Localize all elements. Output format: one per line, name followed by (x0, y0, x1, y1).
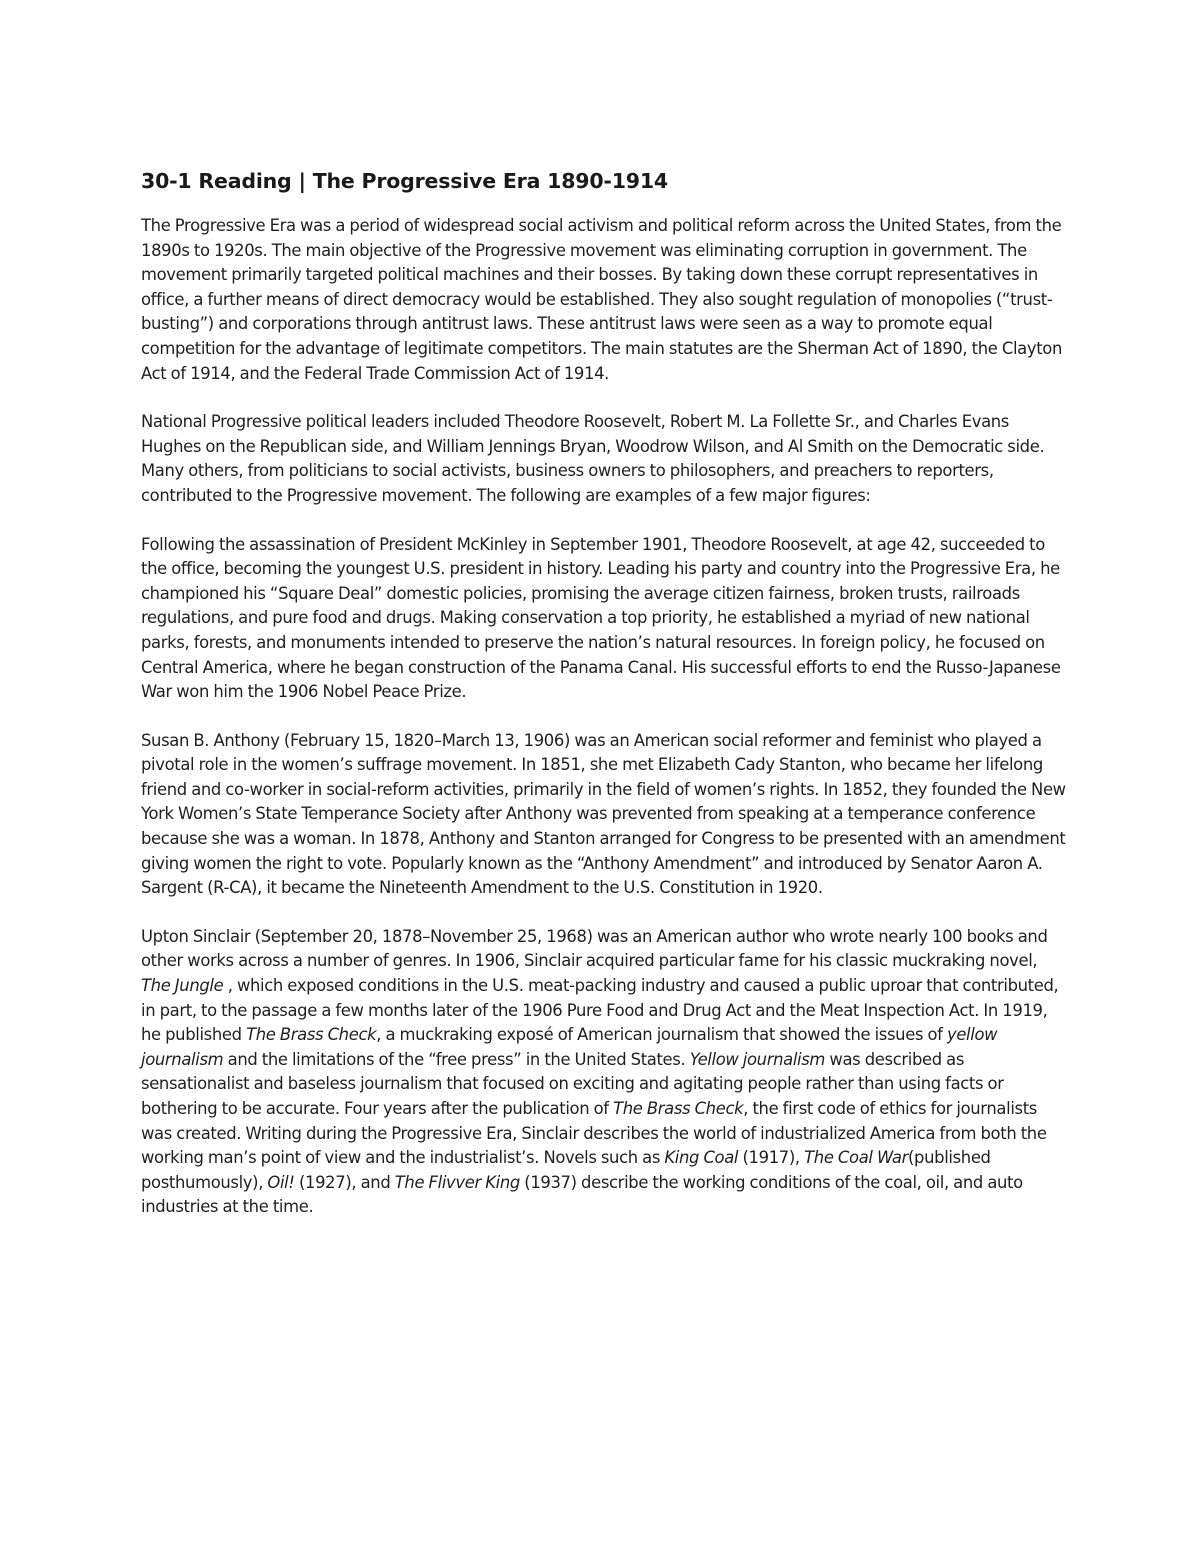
italic-text: The Coal War (804, 1148, 908, 1168)
text-run: (1937) describe the working conditions of the coal, oil, and auto industries at the time. (141, 1172, 1023, 1217)
text-run: Susan B. Anthony (February 15, 1820–March 13, 1906) was an American social reformer and feminist who played a pivotal role in the women’s suffrage movement. In 1851, she met Elizabeth Cady Stanton, who became her lifelong friend and co-worker in social-reform activities, primarily in the field of women’s rights. In 1852, they founded the New York Women’s State Temperance Society after Anthony was prevented from speaking at a temperance conference because she was a woman. In 1878, Anthony and Stanton arranged for Congress to be presented with an amendment giving women the right to vote. Popularly known as the “Anthony Amendment” and introduced by Senator Aaron A. Sargent (R-CA), it became the Nineteenth Amendment to the U.S. Constitution in 1920. (141, 730, 1066, 898)
document-page (141, 166, 1066, 1244)
italic-text: The Flivver King (394, 1172, 520, 1192)
text-run: (published posthumously), (141, 1148, 991, 1192)
document-title: 30-1 Reading | The Progressive Era 1890-1914 (141, 169, 668, 193)
text-run: , a muckraking exposé of American journalism that showed the issues of (376, 1025, 947, 1045)
paragraph (141, 533, 1066, 705)
italic-text: Yellow journalism (689, 1049, 826, 1069)
text-run: The Progressive Era was a period of widespread social activism and political reform across the United States, from the 1890s to 1920s. The main objective of the Progressive movement was eliminating corruption in government. The movement primarily targeted political machines and their bosses. By taking down these corrupt representatives in office, a further means of direct democracy would be established. They also sought regulation of monopolies (“trust-busting”) and corporations through antitrust laws. These antitrust laws were seen as a way to promote equal competition for the advantage of legitimate competitors. The main statutes are the Sherman Act of 1890, the Clayton Act of 1914, and the Federal Trade Commission Act of 1914. (141, 216, 1062, 383)
text-run: (1917), (738, 1148, 805, 1168)
paragraph (141, 410, 1066, 508)
italic-text: Oil! (267, 1172, 295, 1192)
italic-text: The Brass Check (246, 1025, 377, 1045)
text-run: (1927), and (294, 1172, 395, 1192)
paragraph (141, 729, 1066, 901)
text-run: , the first code of ethics for journalists was created. Writing during the Progressive Era, Sinclair describes the world of industrialized America from both the working man’s point of view and the industrialist’s. Novels such as (141, 1099, 1047, 1168)
text-run: Upton Sinclair (September 20, 1878–November 25, 1968) was an American author who wrote nearly 100 books and other works across a number of genres. In 1906, Sinclair acquired particular fame for his classic muckraking novel, (141, 926, 1048, 971)
text-run: National Progressive political leaders included Theodore Roosevelt, Robert M. La Follette Sr., and Charles Evans Hughes on the Republican side, and William Jennings Bryan, Woodrow Wilson, and Al Smith on the Democratic side. Many others, from politicians to social activists, business owners to philosophers, and preachers to reporters, contributed to the Progressive movement. The following are examples of a few major figures: (141, 412, 1045, 505)
text-run: and the limitations of the “free press” in the United States. (223, 1049, 690, 1069)
italic-text: The Jungle (141, 976, 224, 996)
italic-text: yellow journalism (141, 1025, 998, 1069)
text-run: was described as sensationalist and baseless journalism that focused on exciting and agitating people rather than using facts or bothering to be accurate. Four years after the publication of (141, 1049, 1004, 1118)
italic-text: The Brass Check (613, 1099, 744, 1118)
document-body (141, 214, 1066, 1220)
paragraph (141, 925, 1066, 1220)
text-run: Following the assassination of President McKinley in September 1901, Theodore Roosevelt, at age 42, succeeded to the office, becoming the youngest U.S. president in history. Leading his party and country into the Progressive Era, he championed his “Square Deal” domestic policies, promising the average citizen fairness, broken trusts, railroads regulations, and pure food and drugs. Making conservation a top priority, he established a myriad of new national parks, forests, and monuments intended to preserve the nation’s natural resources. In foreign policy, he focused on Central America, where he began construction of the Panama Canal. His successful efforts to end the Russo-Japanese War won him the 1906 Nobel Peace Prize. (141, 534, 1061, 702)
text-run: , which exposed conditions in the U.S. meat-packing industry and caused a public uproar that contributed, in part, to the passage a few months later of the 1906 Pure Food and Drug Act and the Meat Inspection Act. In 1919, he published (141, 976, 1059, 1045)
paragraph (141, 214, 1066, 386)
italic-text: King Coal (664, 1148, 739, 1168)
